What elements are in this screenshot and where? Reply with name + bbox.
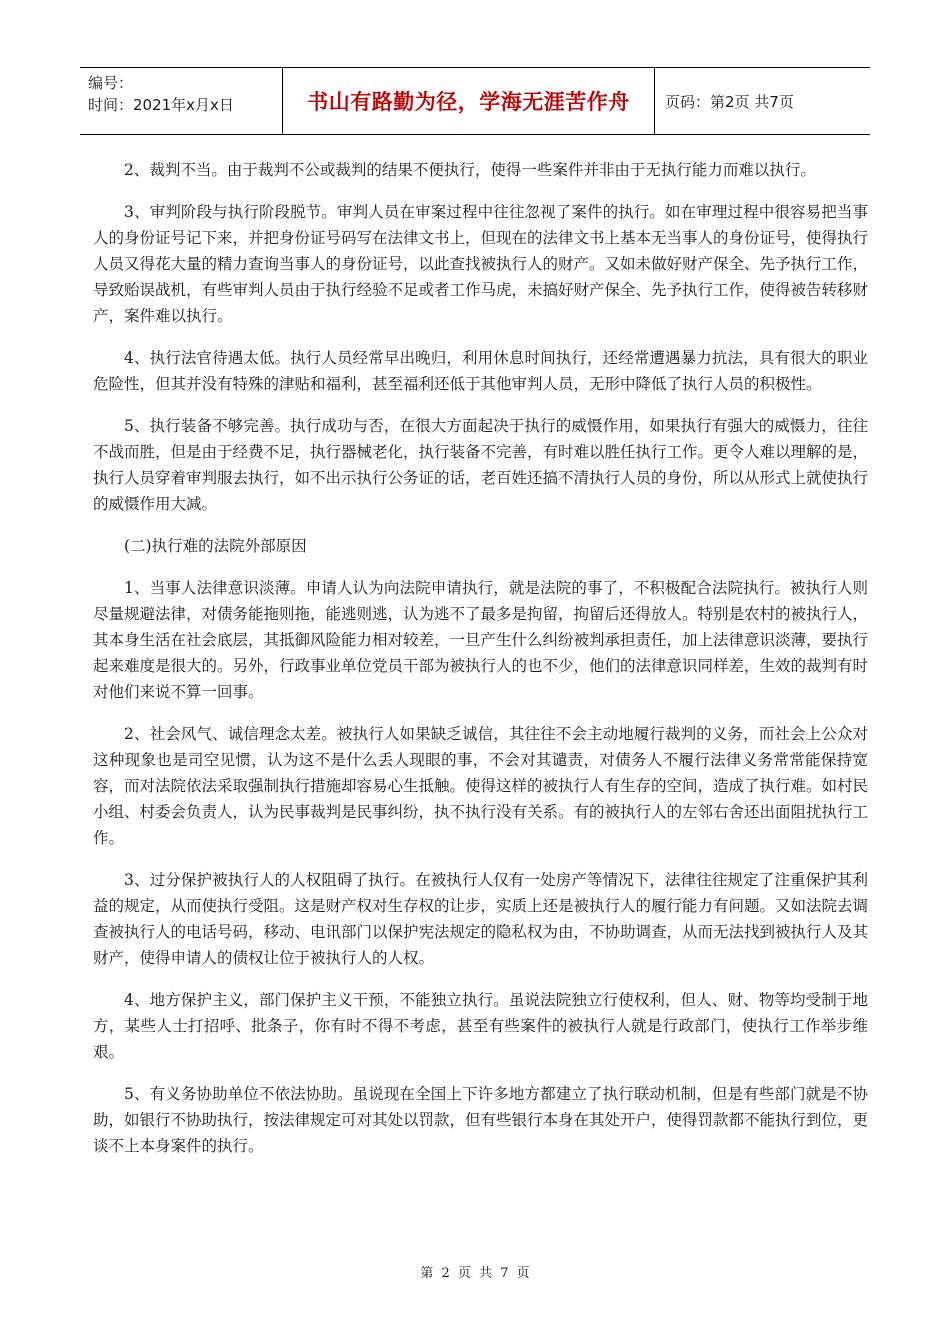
page-footer [0,1262,950,1281]
paragraph: 3、审判阶段与执行阶段脱节。审判人员在审案过程中往往忽视了案件的执行。如在审理过程中很容易把当事人的身份证号记下来，并把身份证号码写在法律文书上，但现在的法律文书上基本无当事人的身份证号，使得执行人员又得花大量的精力查询当事人的身份证号，以此查找被执行人的财产。又如未做好财产保全、先予执行工作，导致贻误战机，有些审判人员由于执行经验不足或者工作马虎，未搞好财产保全、先予执行工作，使得被告转移财产，案件难以执行。 [93,203,869,325]
document-body [93,157,868,1175]
header-page-cell [655,68,870,134]
paragraph: 4、地方保护主义，部门保护主义干预，不能独立执行。虽说法院独立行使权利，但人、财、物等均受制于地方，某些人士打招呼、批条子，你有时不得不考虑，甚至有些案件的被执行人就是行政部门，使执行工作举步维艰。 [93,991,868,1061]
time-label: 时间：2021年x月x日 [88,96,234,114]
footer-page-number: 第 2 页 共 7 页 [420,1266,530,1281]
paragraph: 3、过分保护被执行人的人权阻碍了执行。在被执行人仅有一处房产等情况下，法律往往规定了注重保护其利益的规定，从而使执行受阻。这是财产权对生存权的让步，实质上还是被执行人的履行能力有问题。又如法院去调查被执行人的电话号码，移动、电讯部门以保护宪法规定的隐私权为由，不协助调查，从而无法找到被执行人及其财产，使得申请人的债权让位于被执行人的人权。 [93,871,869,967]
number-label: 编号： [88,74,134,92]
document-header [80,67,870,135]
paragraph: 5、执行装备不够完善。执行成功与否，在很大方面起决于执行的威慑作用，如果执行有强大的威慑力，往往不战而胜，但是由于经费不足，执行器械老化，执行装备不完善，有时难以胜任执行工作。更令人难以理解的是，执行人员穿着审判服去执行，如不出示执行公务证的话，老百姓还搞不清执行人员的身份，所以从形式上就使执行的威慑作用大减。 [93,417,869,513]
header-meta [80,68,283,134]
paragraph: 2、裁判不当。由于裁判不公或裁判的结果不便执行，使得一些案件并非由于无执行能力而难以执行。 [124,161,816,179]
paragraph: 1、当事人法律意识淡薄。申请人认为向法院申请执行，就是法院的事了，不积极配合法院执行。被执行人则尽量规避法律，对债务能拖则拖，能逃则逃，认为逃不了最多是拘留，拘留后还得放人。特别是农村的被执行人，其本身生活在社会底层，其抵御风险能力相对较差，一旦产生什么纠纷被判承担责任，加上法律意识淡薄，要执行起来难度是很大的。另外，行政事业单位党员干部为被执行人的也不少，他们的法律意识同样差，生效的裁判有时对他们来说不算一回事。 [93,579,869,701]
paragraph: 2、社会风气、诚信理念太差。被执行人如果缺乏诚信，其往往不会主动地履行裁判的义务，而社会上公众对这种现象也是司空见惯，认为这不是什么丢人现眼的事，不会对其谴责，对债务人不履行法律义务常常能保持宽容，而对法院依法采取强制执行措施却容易心生抵触。使得这样的被执行人有生存的空间，造成了执行难。如村民小组、村委会负责人，认为民事裁判是民事纠纷，执不执行没有关系。有的被执行人的左邻右舍还出面阻扰执行工作。 [93,725,869,847]
page-label: 页码：第2页 共7页 [665,92,794,111]
paragraph: 5、有义务协助单位不依法协助。虽说现在全国上下许多地方都建立了执行联动机制，但是有些部门就是不协助，如银行不协助执行，按法律规定可对其处以罚款，但有些银行本身在其处开户，使得罚款都不能执行到位，更谈不上本身案件的执行。 [93,1085,869,1155]
motto-text: 书山有路勤为径，学海无涯苦作舟 [307,90,630,114]
paragraph: 4、执行法官待遇太低。执行人员经常早出晚归，利用休息时间执行，还经常遭遇暴力抗法，具有很大的职业危险性，但其并没有特殊的津贴和福利，甚至福利还低于其他审判人员，无形中降低了执行人员的积极性。 [93,349,868,393]
section-heading: (二)执行难的法院外部原因 [124,537,307,555]
header-motto-cell [283,68,655,134]
